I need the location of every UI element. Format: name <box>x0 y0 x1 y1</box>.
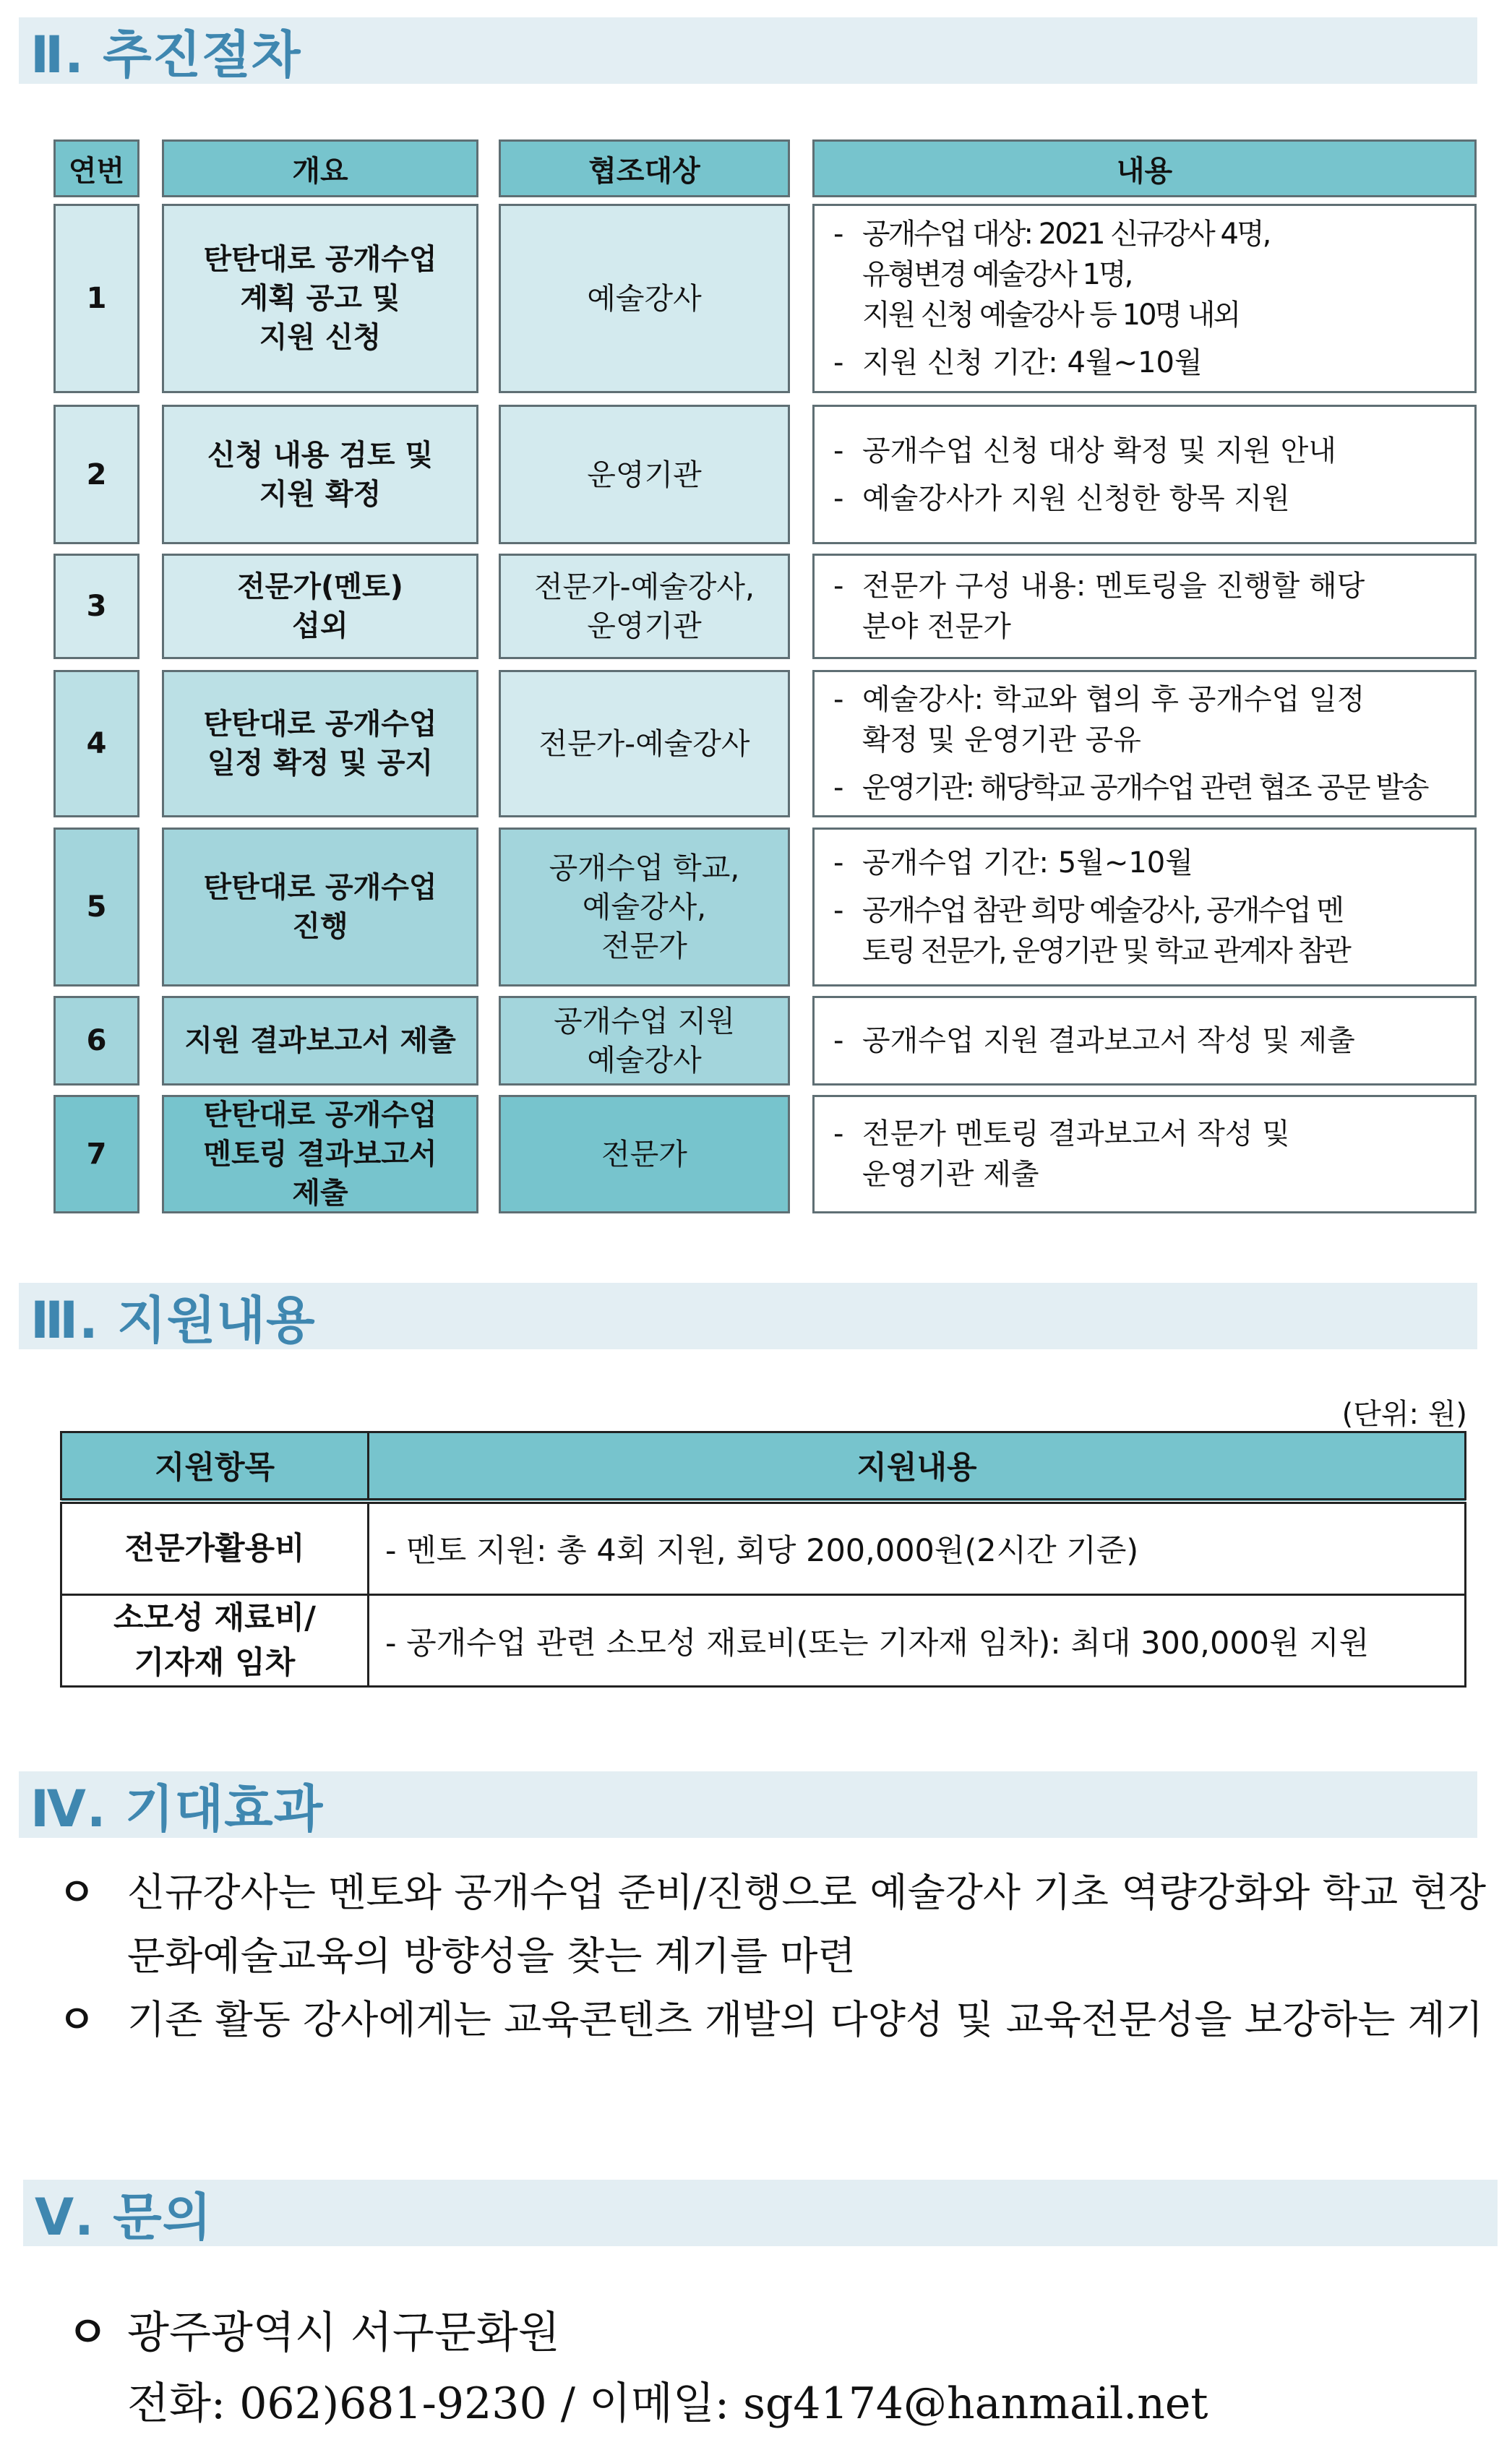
row-overview <box>162 204 478 393</box>
overview-text: 탄탄대로 공개수업 진행 <box>203 871 437 943</box>
header-target: 협조대상 <box>499 139 790 197</box>
content-text: 공개수업 참관 희망 예술강사, 공개수업 멘 토링 전문가, 운영기관 및 학교 관계자 참관 <box>862 894 1349 968</box>
support-item: 전문가활용비 <box>61 1501 369 1595</box>
row-overview <box>162 1095 478 1213</box>
row-content <box>812 554 1477 659</box>
dash-icon: - <box>833 434 844 468</box>
content-line <box>833 478 1467 519</box>
inquiry-contact: 전화: 062)681-9230 / 이메일: sg4174@hanmail.net <box>127 2378 1208 2429</box>
support-desc: - 멘토 지원: 총 4회 지원, 회당 200,000원(2시간 기준) <box>369 1501 1466 1595</box>
overview-text: 신청 내용 검토 및 지원 확정 <box>207 438 434 511</box>
unit-label: (단위: 원) <box>1341 1398 1467 1431</box>
org-name: 광주광역시 서구문화원 <box>127 2308 560 2358</box>
overview-text: 탄탄대로 공개수업 계획 공고 및 지원 신청 <box>203 243 437 354</box>
content-line <box>833 566 1467 647</box>
target-text: 공개수업 학교, 예술강사, 전문가 <box>549 851 740 963</box>
table-row <box>61 1501 1466 1595</box>
section-title: Ⅴ. 문의 <box>35 2187 212 2247</box>
dash-icon: - <box>833 481 844 515</box>
content-text: 예술강사: 학교와 협의 후 공개수업 일정 확정 및 운영기관 공유 <box>862 683 1365 757</box>
content-line <box>833 768 1467 808</box>
row-number: 5 <box>53 828 139 987</box>
target-text: 전문가 <box>601 1137 687 1172</box>
row-overview <box>162 996 478 1086</box>
dash-icon: - <box>833 771 844 804</box>
content-text: 공개수업 신청 대상 확정 및 지원 안내 <box>862 434 1336 468</box>
row-overview <box>162 554 478 659</box>
row-content <box>812 670 1477 817</box>
row-content <box>812 204 1477 393</box>
target-text: 전문가-예술강사, 운영기관 <box>533 569 755 643</box>
content-text: 지원 신청 기간: 4월~10월 <box>862 346 1203 379</box>
content-text: 전문가 멘토링 결과보고서 작성 및 운영기관 제출 <box>862 1117 1290 1191</box>
row-target <box>499 670 790 817</box>
header-no: 연번 <box>53 139 139 197</box>
section-title: Ⅳ. 기대효과 <box>30 1779 324 1839</box>
support-desc: - 공개수업 관련 소모성 재료비(또는 기자재 임차): 최대 300,000원 지원 <box>369 1595 1466 1687</box>
support-item: 소모성 재료비/ 기자재 임차 <box>61 1595 369 1687</box>
content-line <box>833 843 1467 883</box>
row-number: 2 <box>53 405 139 544</box>
bullet-icon: ㅇ <box>66 2308 108 2358</box>
section-header-support <box>19 1283 1477 1349</box>
overview-text: 지원 결과보고서 제출 <box>184 1024 456 1057</box>
dash-icon: - <box>833 846 844 880</box>
row-overview <box>162 828 478 987</box>
effect-text: 기존 활동 강사에게는 교육콘텐츠 개발의 다양성 및 교육전문성을 보강하는 계기 <box>127 1997 1483 2042</box>
header-desc: 지원내용 <box>369 1432 1466 1501</box>
overview-text: 탄탄대로 공개수업 일정 확정 및 공지 <box>203 708 437 780</box>
section-title: Ⅲ. 지원내용 <box>30 1290 316 1350</box>
row-content <box>812 405 1477 544</box>
target-text: 운영기관 <box>587 457 702 492</box>
inquiry-org <box>66 2298 560 2360</box>
content-line <box>833 679 1467 760</box>
row-content <box>812 996 1477 1086</box>
section-header-procedure <box>19 17 1477 84</box>
table-row <box>61 1595 1466 1687</box>
section-header-effects <box>19 1771 1477 1838</box>
content-line <box>833 214 1467 335</box>
row-target <box>499 204 790 393</box>
row-overview <box>162 670 478 817</box>
target-text: 공개수업 지원 예술강사 <box>554 1004 735 1078</box>
row-content <box>812 828 1477 987</box>
content-text: 공개수업 대상: 2021 신규강사 4명, 유형변경 예술강사 1명, 지원 신청 예술강사 등 10명 내외 <box>862 218 1270 332</box>
dash-icon: - <box>833 218 844 251</box>
content-text: 예술강사가 지원 신청한 항목 지원 <box>862 481 1290 515</box>
effect-text: 신규강사는 멘토와 공개수업 준비/진행으로 예술강사 기초 역량강화와 학교 현장 문화예술교육의 방향성을 찾는 계기를 마련 <box>127 1870 1486 1979</box>
row-target <box>499 828 790 987</box>
row-overview <box>162 405 478 544</box>
table-header-row <box>61 1432 1466 1501</box>
content-text: 전문가 구성 내용: 멘토링을 진행할 해당 분야 전문가 <box>862 569 1365 643</box>
row-number: 6 <box>53 996 139 1086</box>
header-overview: 개요 <box>162 139 478 197</box>
bullet-icon: ㅇ <box>57 1997 96 2042</box>
content-line <box>833 431 1467 471</box>
dash-icon: - <box>833 569 844 603</box>
overview-text: 전문가(멘토) 섭외 <box>237 570 403 642</box>
support-table <box>60 1431 1466 1688</box>
content-line <box>833 890 1467 971</box>
content-line <box>833 343 1467 383</box>
target-text: 전문가-예술강사 <box>538 726 750 761</box>
row-target <box>499 554 790 659</box>
header-item: 지원항목 <box>61 1432 369 1501</box>
row-target <box>499 1095 790 1213</box>
row-number: 3 <box>53 554 139 659</box>
bullet-icon: ㅇ <box>57 1870 96 1915</box>
section-header-inquiry <box>23 2180 1498 2246</box>
content-line <box>833 1020 1467 1061</box>
effect-item <box>26 1988 1486 2052</box>
content-text: 운영기관: 해당학교 공개수업 관련 협조 공문 발송 <box>862 771 1427 804</box>
target-text: 예술강사 <box>587 281 702 316</box>
dash-icon: - <box>833 1024 844 1057</box>
row-number: 7 <box>53 1095 139 1213</box>
dash-icon: - <box>833 1117 844 1151</box>
content-text: 공개수업 지원 결과보고서 작성 및 제출 <box>862 1024 1355 1057</box>
section-title: Ⅱ. 추진절차 <box>30 25 301 85</box>
dash-icon: - <box>833 894 844 927</box>
dash-icon: - <box>833 683 844 716</box>
row-target <box>499 405 790 544</box>
row-target <box>499 996 790 1086</box>
row-number: 1 <box>53 204 139 393</box>
content-line <box>833 1114 1467 1195</box>
header-content: 내용 <box>812 139 1477 197</box>
content-text: 공개수업 기간: 5월~10월 <box>862 846 1193 880</box>
overview-text: 탄탄대로 공개수업 멘토링 결과보고서 제출 <box>203 1099 437 1210</box>
row-content <box>812 1095 1477 1213</box>
effect-item <box>26 1861 1486 1988</box>
dash-icon: - <box>833 346 844 379</box>
row-number: 4 <box>53 670 139 817</box>
